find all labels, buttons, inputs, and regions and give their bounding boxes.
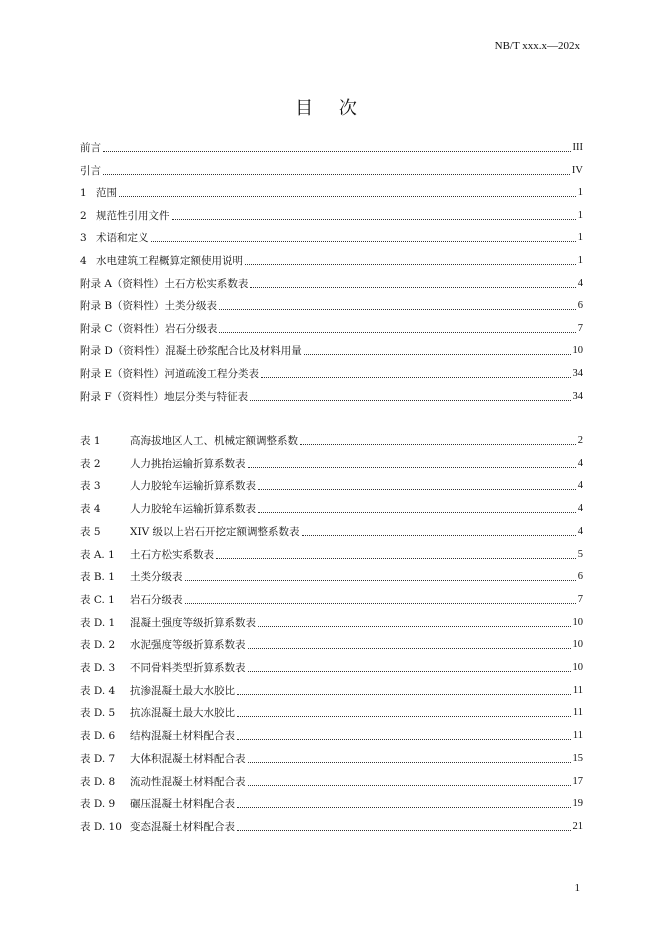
toc-entry-title: 规范性引用文件: [96, 209, 170, 222]
toc-dot-leader: [248, 671, 571, 672]
toc-entry-label: [80, 298, 217, 314]
toc-entry-page: 34: [572, 390, 583, 402]
toc-entry-page: 7: [577, 593, 583, 605]
toc-entry[interactable]: [80, 478, 583, 494]
toc-entry-label: [80, 615, 256, 631]
toc-entry-label: [80, 569, 183, 585]
toc-entry-label: [80, 524, 300, 540]
toc-entry-label: [80, 366, 259, 382]
toc-dot-leader: [248, 648, 571, 649]
toc-dot-leader: [261, 377, 570, 378]
toc-entry-label: [80, 185, 117, 201]
toc-entry[interactable]: [80, 433, 583, 449]
toc-entry[interactable]: [80, 230, 583, 246]
toc-entry-title: 高海拔地区人工、机械定额调整系数: [130, 435, 298, 447]
toc-dot-leader: [237, 716, 571, 717]
toc-entry-page: III: [572, 142, 583, 153]
toc-dot-leader: [237, 830, 571, 831]
toc-dot-leader: [258, 489, 576, 490]
toc-entry-title: 附录 D（资料性）混凝土砂浆配合比及材料用量: [80, 345, 302, 358]
toc-entry[interactable]: [80, 774, 583, 790]
toc-entry[interactable]: [80, 389, 583, 405]
toc-entry[interactable]: [80, 276, 583, 292]
toc-dot-leader: [185, 603, 576, 604]
toc-entry-label: [80, 501, 256, 517]
toc-entry-title: XIV 级以上岩石开挖定额调整系数表: [130, 525, 300, 538]
toc-entry-label: [80, 140, 101, 156]
toc-entry-page: 4: [577, 503, 583, 515]
toc-entry-label: [80, 389, 248, 405]
toc-entry-page: 4: [577, 457, 583, 469]
toc-entry-number: 表 1: [80, 435, 101, 447]
toc-dot-leader: [237, 807, 571, 808]
toc-dot-leader: [248, 467, 576, 468]
toc-dot-leader: [258, 626, 571, 627]
toc-entry-title: 附录 F（资料性）地层分类与特征表: [80, 390, 249, 403]
toc-entry-page: 6: [577, 300, 583, 312]
toc-entry-page: 10: [572, 616, 583, 628]
toc-dot-leader: [237, 694, 571, 695]
toc-entry-number: 2: [80, 209, 87, 222]
toc-dot-leader: [119, 196, 576, 197]
toc-dot-leader: [250, 287, 575, 288]
toc-entry-label: [80, 321, 217, 337]
toc-entry-title: 混凝土强度等级折算系数表: [130, 616, 256, 629]
page-title: 目 次: [295, 98, 367, 119]
toc-dot-leader: [103, 151, 571, 152]
toc-entry[interactable]: [80, 660, 583, 676]
toc-entry-title: 流动性混凝土材料配合表: [130, 775, 246, 788]
toc-entry-page: 1: [577, 187, 583, 199]
toc-entry-label: [80, 751, 246, 767]
toc-entry-title: 水泥强度等级折算系数表: [130, 639, 246, 652]
toc-entry[interactable]: [80, 705, 583, 721]
toc-entry-label: [80, 433, 298, 449]
toc-entry-title: 抗渗混凝土最大水胶比: [130, 684, 235, 697]
toc-entry[interactable]: [80, 524, 583, 540]
toc-entry-label: [80, 276, 248, 292]
toc-entry[interactable]: [80, 185, 583, 201]
toc-entry-number: 表 D. 1: [80, 616, 116, 629]
toc-entry-page: 1: [577, 232, 583, 244]
toc-entry[interactable]: [80, 547, 583, 563]
toc-dot-leader: [245, 264, 576, 265]
toc-entry-title: 不同骨料类型折算系数表: [130, 662, 246, 674]
toc-entry-page: 11: [572, 730, 583, 742]
toc-entry-page: 4: [577, 525, 583, 537]
toc-entry[interactable]: [80, 343, 583, 359]
toc-entry[interactable]: [80, 253, 583, 269]
toc-entry-page: 21: [572, 820, 583, 832]
toc-entry-number: 表 A. 1: [80, 548, 115, 561]
toc-entry-page: 19: [572, 798, 583, 810]
toc-dot-leader: [258, 512, 576, 513]
toc-dot-leader: [219, 332, 575, 333]
toc-entry-label: [80, 163, 101, 179]
toc-entry-number: 表 C. 1: [80, 593, 115, 606]
toc-entry-label: [80, 660, 246, 676]
page-number: 1: [574, 882, 580, 894]
toc-entry-number: 表 D. 4: [80, 684, 116, 697]
toc-dot-leader: [185, 580, 576, 581]
toc-entry-number: 表 3: [80, 480, 101, 493]
toc-dot-leader: [300, 444, 576, 445]
toc-entry-page: 34: [572, 368, 583, 379]
toc-entry-number: 4: [80, 255, 87, 267]
toc-entry-page: 5: [577, 548, 583, 560]
toc-entry[interactable]: [80, 321, 583, 337]
toc-entry[interactable]: [80, 683, 583, 699]
toc-entry[interactable]: [80, 456, 583, 472]
toc-entry-label: [80, 456, 246, 472]
document-code: NB/T xxx.x—202x: [494, 40, 580, 52]
toc-entry-page: 1: [577, 209, 583, 221]
toc-entry-title: 人力挑抬运输折算系数表: [130, 457, 246, 470]
toc-entry[interactable]: [80, 615, 583, 631]
toc-entry-label: [80, 637, 246, 653]
toc-entry-page: 4: [577, 277, 583, 289]
toc-entry-title: 抗冻混凝土最大水胶比: [130, 707, 235, 720]
toc-entry-page: IV: [571, 164, 583, 176]
toc-entry-title: 引言: [80, 164, 101, 177]
toc-entry-number: 表 D. 8: [80, 775, 116, 788]
toc-entry-title: 人力胶轮车运输折算系数表: [130, 503, 256, 516]
toc-entry-page: 11: [572, 684, 583, 696]
toc-entry-page: 1: [577, 255, 583, 266]
toc-dot-leader: [103, 174, 570, 175]
toc-entry[interactable]: [80, 501, 583, 517]
toc-entry-number: 表 D. 3: [80, 662, 116, 674]
toc-entry-title: 结构混凝土材料配合表: [130, 730, 235, 743]
toc-entry-page: 10: [572, 662, 583, 673]
toc-entry-title: 土类分级表: [130, 571, 183, 584]
toc-entry-page: 17: [572, 775, 583, 787]
toc-entry-title: 附录 E（资料性）河道疏浚工程分类表: [80, 368, 260, 380]
toc-dot-leader: [248, 785, 571, 786]
toc-entry-number: 表 D. 10: [80, 820, 122, 833]
toc-entry-number: 表 B. 1: [80, 571, 115, 584]
toc-entry-label: [80, 253, 243, 269]
toc-entry[interactable]: [80, 569, 583, 585]
toc-entry[interactable]: [80, 592, 583, 608]
toc-dot-leader: [172, 219, 576, 220]
toc-entry-number: 3: [80, 232, 87, 245]
toc-entry-page: 2: [577, 435, 583, 446]
toc-entry-number: 表 D. 7: [80, 752, 116, 765]
toc-entry-label: [80, 774, 246, 790]
toc-entry-number: 表 D. 2: [80, 639, 116, 652]
toc-entry-label: [80, 478, 256, 494]
toc-entry-title: 人力胶轮车运输折算系数表: [130, 480, 256, 493]
toc-entry-label: [80, 343, 302, 359]
toc-entry-title: 术语和定义: [96, 232, 149, 245]
toc-dot-leader: [237, 739, 571, 740]
toc-entry-number: 1: [80, 187, 87, 200]
toc-entry-label: [80, 230, 149, 246]
toc-entry-page: 4: [577, 480, 583, 492]
toc-entry-number: 表 D. 6: [80, 730, 116, 743]
toc-entry-title: 变态混凝土材料配合表: [130, 820, 235, 833]
toc-dot-leader: [304, 354, 571, 355]
toc-entry-page: 11: [572, 707, 583, 719]
toc-entry[interactable]: [80, 163, 583, 179]
toc-entry-label: [80, 705, 235, 721]
toc-entry[interactable]: [80, 819, 583, 835]
toc-entry-title: 水电建筑工程概算定额使用说明: [96, 255, 243, 267]
toc-entry[interactable]: [80, 751, 583, 767]
toc-entry-label: [80, 208, 170, 224]
toc-entry[interactable]: [80, 208, 583, 224]
toc-entry-label: [80, 796, 235, 812]
toc-entry-number: 表 2: [80, 457, 101, 470]
toc-entry[interactable]: [80, 728, 583, 744]
toc-entry-label: [80, 547, 214, 563]
toc-dot-leader: [248, 762, 571, 763]
toc-entry-page: 15: [572, 752, 583, 764]
toc-entry-title: 附录 A（资料性）土石方松实系数表: [80, 277, 249, 290]
toc-entry-number: 表 5: [80, 525, 101, 538]
toc-entry-title: 碾压混凝土材料配合表: [130, 798, 235, 811]
toc-entry-number: 表 4: [80, 503, 101, 516]
toc-entry[interactable]: [80, 140, 583, 156]
toc-entry-label: [80, 728, 235, 744]
toc-dot-leader: [302, 535, 576, 536]
toc-entry-title: 附录 B（资料性）土类分级表: [80, 300, 218, 313]
toc-entry-number: 表 D. 9: [80, 798, 116, 811]
toc-entry-label: [80, 819, 235, 835]
toc-entry[interactable]: [80, 298, 583, 314]
toc-entry-title: 土石方松实系数表: [130, 548, 214, 561]
toc-entry-title: 附录 C（资料性）岩石分级表: [80, 322, 218, 335]
toc-dot-leader: [151, 241, 576, 242]
toc-entry-title: 范围: [96, 187, 117, 200]
toc-entry-page: 6: [577, 571, 583, 583]
toc-entry[interactable]: [80, 796, 583, 812]
toc-dot-leader: [219, 309, 576, 310]
toc-entry-page: 7: [577, 322, 583, 334]
toc-dot-leader: [250, 400, 570, 401]
toc-entry-page: 10: [572, 345, 583, 357]
toc-entry-label: [80, 683, 235, 699]
toc-entry[interactable]: [80, 637, 583, 653]
toc-entry-number: 表 D. 5: [80, 707, 116, 720]
toc-entry-label: [80, 592, 183, 608]
toc-entry[interactable]: [80, 366, 583, 382]
toc-dot-leader: [216, 558, 576, 559]
toc-entry-page: 10: [572, 639, 583, 651]
toc-entry-title: 前言: [80, 142, 101, 154]
toc-entry-title: 岩石分级表: [130, 593, 183, 606]
toc-entry-title: 大体积混凝土材料配合表: [130, 752, 246, 765]
